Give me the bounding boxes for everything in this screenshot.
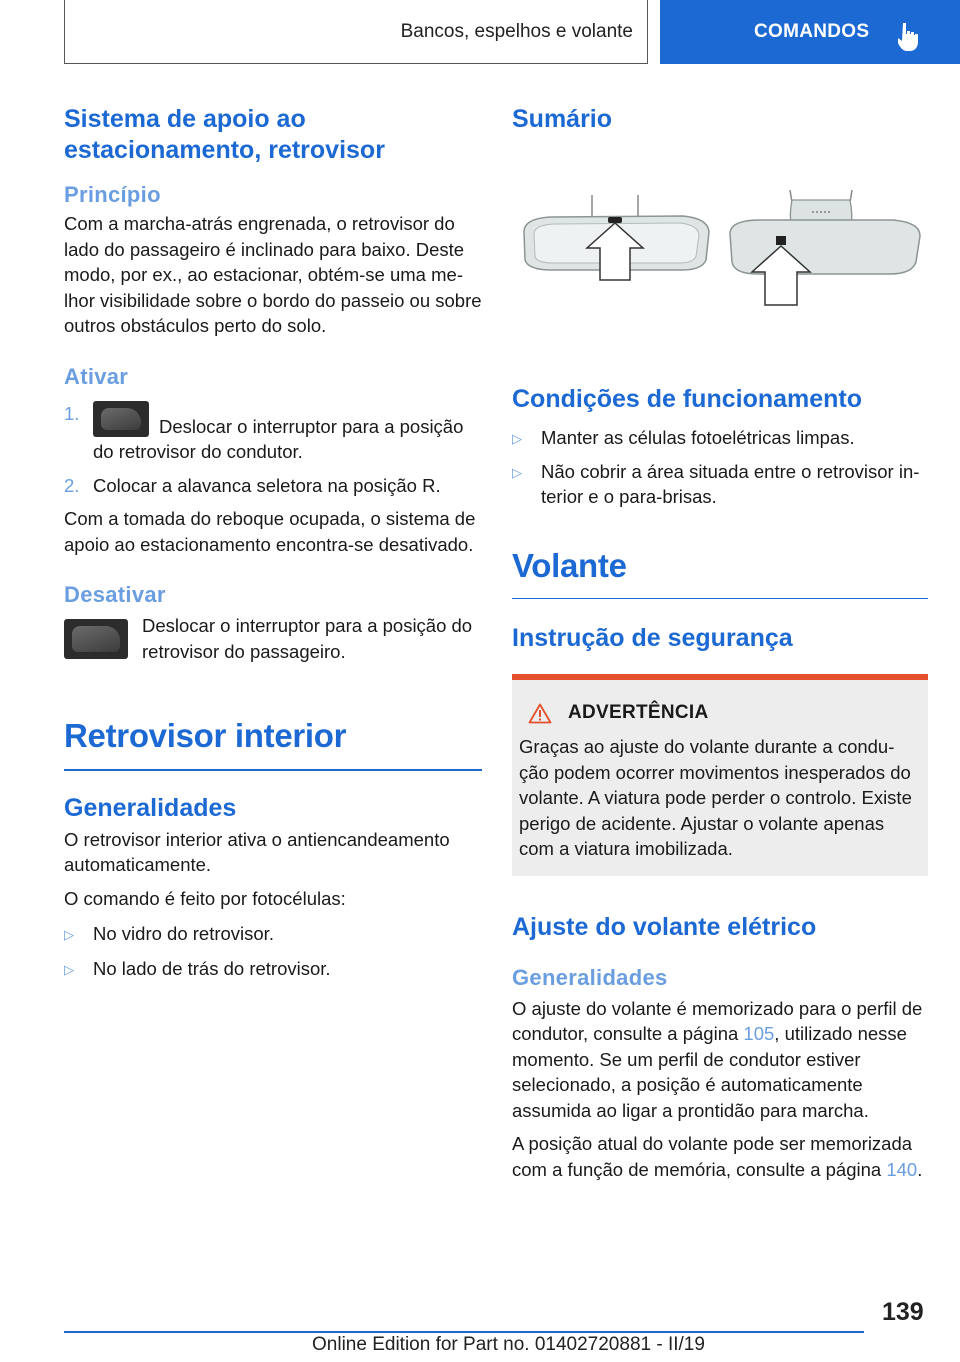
warning-title [519,702,918,724]
wheel-title: Volante [512,546,627,584]
general-heading: Generalidades [512,964,668,990]
bullet-triangle-icon: ▷ [512,431,522,446]
running-header [64,0,648,64]
text-run: A posição atual do volante pode ser memorizada com a função de memória, consulte a página [512,1133,913,1180]
electric-heading: Ajuste do volante elétrico [512,912,817,941]
deactivate-row [64,613,482,664]
bullet-text: No lado de trás do retrovisor. [93,957,331,979]
principle-heading: Princípio [64,182,161,207]
page-number: 139 [882,1298,924,1326]
text-run: O ajuste do volante é memorizado para o perfil de condutor, consulte a página [512,997,923,1044]
bullet-triangle-icon: ▷ [512,464,522,480]
step-text: Deslocar o interruptor para a posição do retrovisor do condutor. [93,415,464,462]
list-item [512,425,928,452]
control-text: O comando é feito por fotocélulas: [64,887,346,909]
list-item [64,401,482,465]
safety-heading: Instrução de segurança [512,624,793,652]
trailer-text: Com a tomada do reboque ocupada, o sistema de apoio ao estacionamento encontra-se desativado. [64,508,476,555]
mirror-switch-icon [93,401,149,437]
bullet-triangle-icon: ▷ [64,927,74,942]
right-column [512,104,928,1182]
summary-heading: Sumário [512,105,613,133]
activate-heading: Ativar [64,363,129,389]
step-number: 2. [64,474,80,496]
text-run: . [917,1158,923,1180]
warning-text: Graças ao ajuste do volante durante a condução podem ocorrer movimentos inesperados do volante. A viatura pode perder o controlo. Existe perigo de acidente. Ajustar o volante apenas com a viatura imobilizada. [519,736,912,859]
step-number: 1. [64,402,80,424]
principle-text: Com a marcha-atrás engrenada, o retrovisor do lado do passageiro é inclinado para baixo. Deste modo, por ex., ao estacionar, obtém-se uma melhor visibilidade sobre o bordo do passeio ou sobre outros obstáculos perto do solo. [64,213,482,336]
footer-rule [64,1331,864,1333]
deactivate-heading: Desativar [64,582,166,607]
general-heading: Generalidades [64,793,237,822]
mirror-title: Retrovisor interior [64,717,347,754]
list-item [64,956,482,983]
bullet-triangle-icon: ▷ [64,961,74,977]
list-item [64,921,482,948]
deactivate-text: Deslocar o interruptor para a posição do retrovisor do passageiro. [142,615,473,662]
general-text-2 [512,1131,928,1182]
warning-box [512,674,928,876]
bullet-text: No vidro do retrovisor. [93,923,274,944]
list-item [512,459,928,510]
step-text: Colocar a alavanca seletora na posição R. [93,474,441,496]
mirror-switch-icon [64,619,128,659]
bullet-text: Não cobrir a área situada entre o retrovisor interior e o para-brisas. [541,460,920,507]
pointing-hand-icon [898,22,920,52]
list-item [64,473,482,499]
rearview-mirror-illustration [512,190,928,340]
conditions-heading: Condições de funcionamento [512,385,863,413]
title-rule [512,598,928,600]
chapter-tab-label: COMANDOS [754,21,870,42]
edition-text: Online Edition for Part no. 01402720881 - II/19 [312,1334,705,1355]
chapter-tab[interactable] [660,0,960,64]
general-text: O retrovisor interior ativa o antiencandeamento automaticamente. [64,828,450,875]
warning-triangle-icon [528,703,552,724]
general-text-1 [512,996,928,1124]
section-title: Bancos, espelhos e volante [400,20,633,42]
left-column [64,104,482,982]
page-link[interactable]: 140 [886,1158,918,1180]
title-rule [64,769,482,771]
parking-aid-title: Sistema de apoio ao estacionamento, retrovisor [64,105,385,164]
page-link[interactable]: 105 [743,1023,775,1044]
warning-label: ADVERTÊNCIA [568,702,709,723]
bullet-text: Manter as células fotoelétricas limpas. [541,427,855,448]
text-run: , utilizado nesse momento. Se um perfil de condutor estiver selecionado, a posição é automaticamente assumida ao ligar a prontidão para marcha. [512,1023,907,1121]
